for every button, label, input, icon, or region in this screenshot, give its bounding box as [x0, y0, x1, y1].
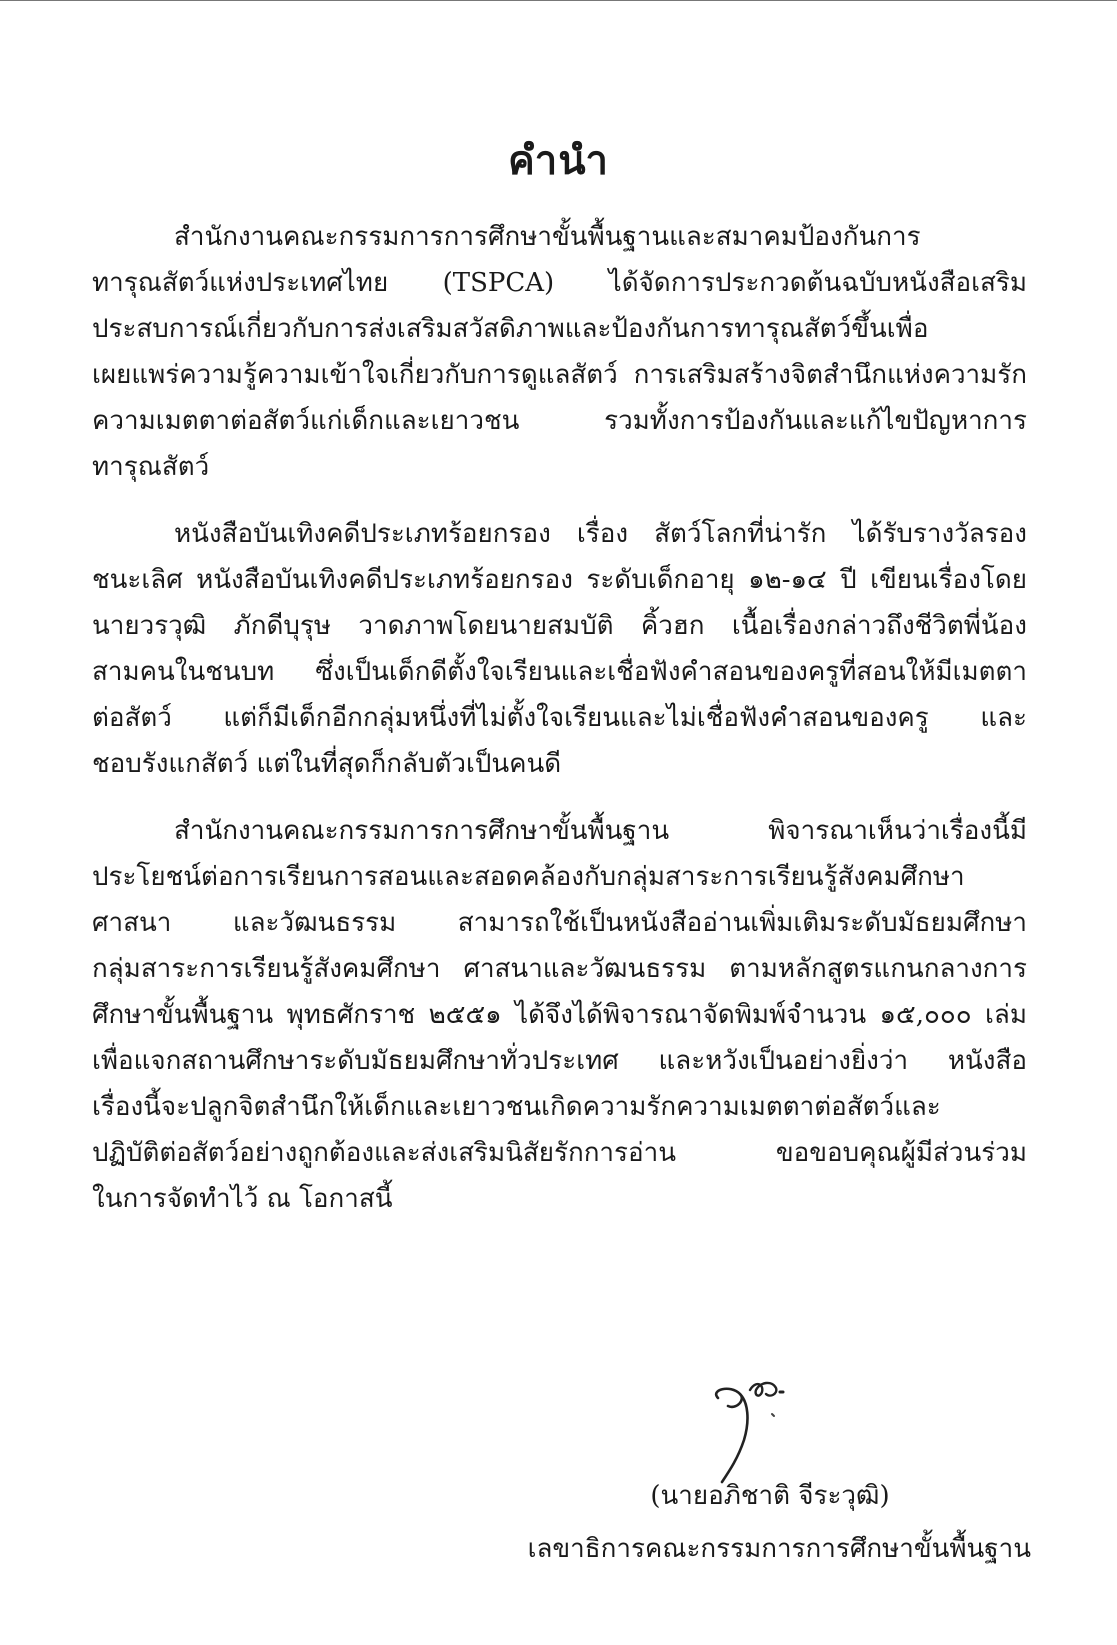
paragraph-line: กลุ่มสาระการเรียนรู้สังคมศึกษา ศาสนาและวัฒนธรรม ตามหลักสูตรแกนกลางการ — [92, 954, 1027, 984]
paragraph-line: ทารุณสัตว์ — [92, 452, 210, 482]
paragraph-line: เรื่องนี้จะปลูกจิตสำนึกให้เด็กและเยาวชนเกิดความรักความเมตตาต่อสัตว์และ — [92, 1092, 941, 1122]
paragraph-2 — [92, 511, 1027, 787]
signatory-position: เลขาธิการคณะกรรมการการศึกษาขั้นพื้นฐาน — [527, 1534, 1031, 1564]
page-top-border — [0, 0, 1117, 1]
paragraph-line: หนังสือบันเทิงคดีประเภทร้อยกรอง เรื่อง สัตว์โลกที่น่ารัก ได้รับรางวัลรอง — [174, 519, 1027, 549]
handwritten-signature — [700, 1370, 820, 1490]
paragraph-line: เพื่อแจกสถานศึกษาระดับมัธยมศึกษาทั่วประเทศ และหวังเป็นอย่างยิ่งว่า หนังสือ — [92, 1046, 1027, 1076]
paragraph-line: ทารุณสัตว์แห่งประเทศไทย (TSPCA) ได้จัดการประกวดต้นฉบับหนังสือเสริม — [92, 268, 1027, 298]
paragraph-line: ความเมตตาต่อสัตว์แก่เด็กและเยาวชน รวมทั้งการป้องกันและแก้ไขปัญหาการ — [92, 406, 1027, 436]
paragraph-line: ในการจัดทำไว้ ณ โอกาสนี้ — [92, 1184, 393, 1214]
paragraph-line: นายวรวุฒิ ภักดีบุรุษ วาดภาพโดยนายสมบัติ คิ้วฮก เนื้อเรื่องกล่าวถึงชีวิตพี่น้อง — [92, 611, 1027, 641]
paragraph-1 — [92, 214, 1027, 490]
paragraph-3 — [92, 808, 1027, 1222]
paragraph-line: ประสบการณ์เกี่ยวกับการส่งเสริมสวัสดิภาพและป้องกันการทารุณสัตว์ขึ้นเพื่อ — [92, 314, 929, 344]
paragraph-line: สำนักงานคณะกรรมการการศึกษาขั้นพื้นฐานและสมาคมป้องกันการ — [174, 222, 921, 252]
paragraph-line: ศาสนา และวัฒนธรรม สามารถใช้เป็นหนังสืออ่านเพิ่มเติมระดับมัธยมศึกษา — [92, 908, 1027, 938]
foreword-body — [92, 214, 1027, 1243]
signatory-name: (นายอภิชาติ จีระวุฒิ) — [650, 1481, 890, 1511]
paragraph-line: เผยแพร่ความรู้ความเข้าใจเกี่ยวกับการดูแลสัตว์ การเสริมสร้างจิตสำนึกแห่งความรัก — [92, 360, 1027, 390]
page-title: คำนำ — [507, 137, 610, 184]
paragraph-line: ชอบรังแกสัตว์ แต่ในที่สุดก็กลับตัวเป็นคนดี — [92, 749, 562, 779]
paragraph-line: ชนะเลิศ หนังสือบันเทิงคดีประเภทร้อยกรอง ระดับเด็กอายุ ๑๒-๑๔ ปี เขียนเรื่องโดย — [92, 565, 1027, 595]
paragraph-line: ประโยชน์ต่อการเรียนการสอนและสอดคล้องกับกลุ่มสาระการเรียนรู้สังคมศึกษา — [92, 862, 965, 892]
paragraph-line: สำนักงานคณะกรรมการการศึกษาขั้นพื้นฐาน พิจารณาเห็นว่าเรื่องนี้มี — [174, 816, 1027, 846]
paragraph-line: ศึกษาขั้นพื้นฐาน พุทธศักราช ๒๕๕๑ ได้จึงได้พิจารณาจัดพิมพ์จำนวน ๑๕,๐๐๐ เล่ม — [92, 1000, 1027, 1030]
paragraph-line: สามคนในชนบท ซึ่งเป็นเด็กดีตั้งใจเรียนและเชื่อฟังคำสอนของครูที่สอนให้มีเมตตา — [92, 657, 1027, 687]
paragraph-line: ต่อสัตว์ แต่ก็มีเด็กอีกกลุ่มหนึ่งที่ไม่ตั้งใจเรียนและไม่เชื่อฟังคำสอนของครู และ — [92, 703, 1027, 733]
paragraph-line: ปฏิบัติต่อสัตว์อย่างถูกต้องและส่งเสริมนิสัยรักการอ่าน ขอขอบคุณผู้มีส่วนร่วม — [92, 1138, 1027, 1168]
